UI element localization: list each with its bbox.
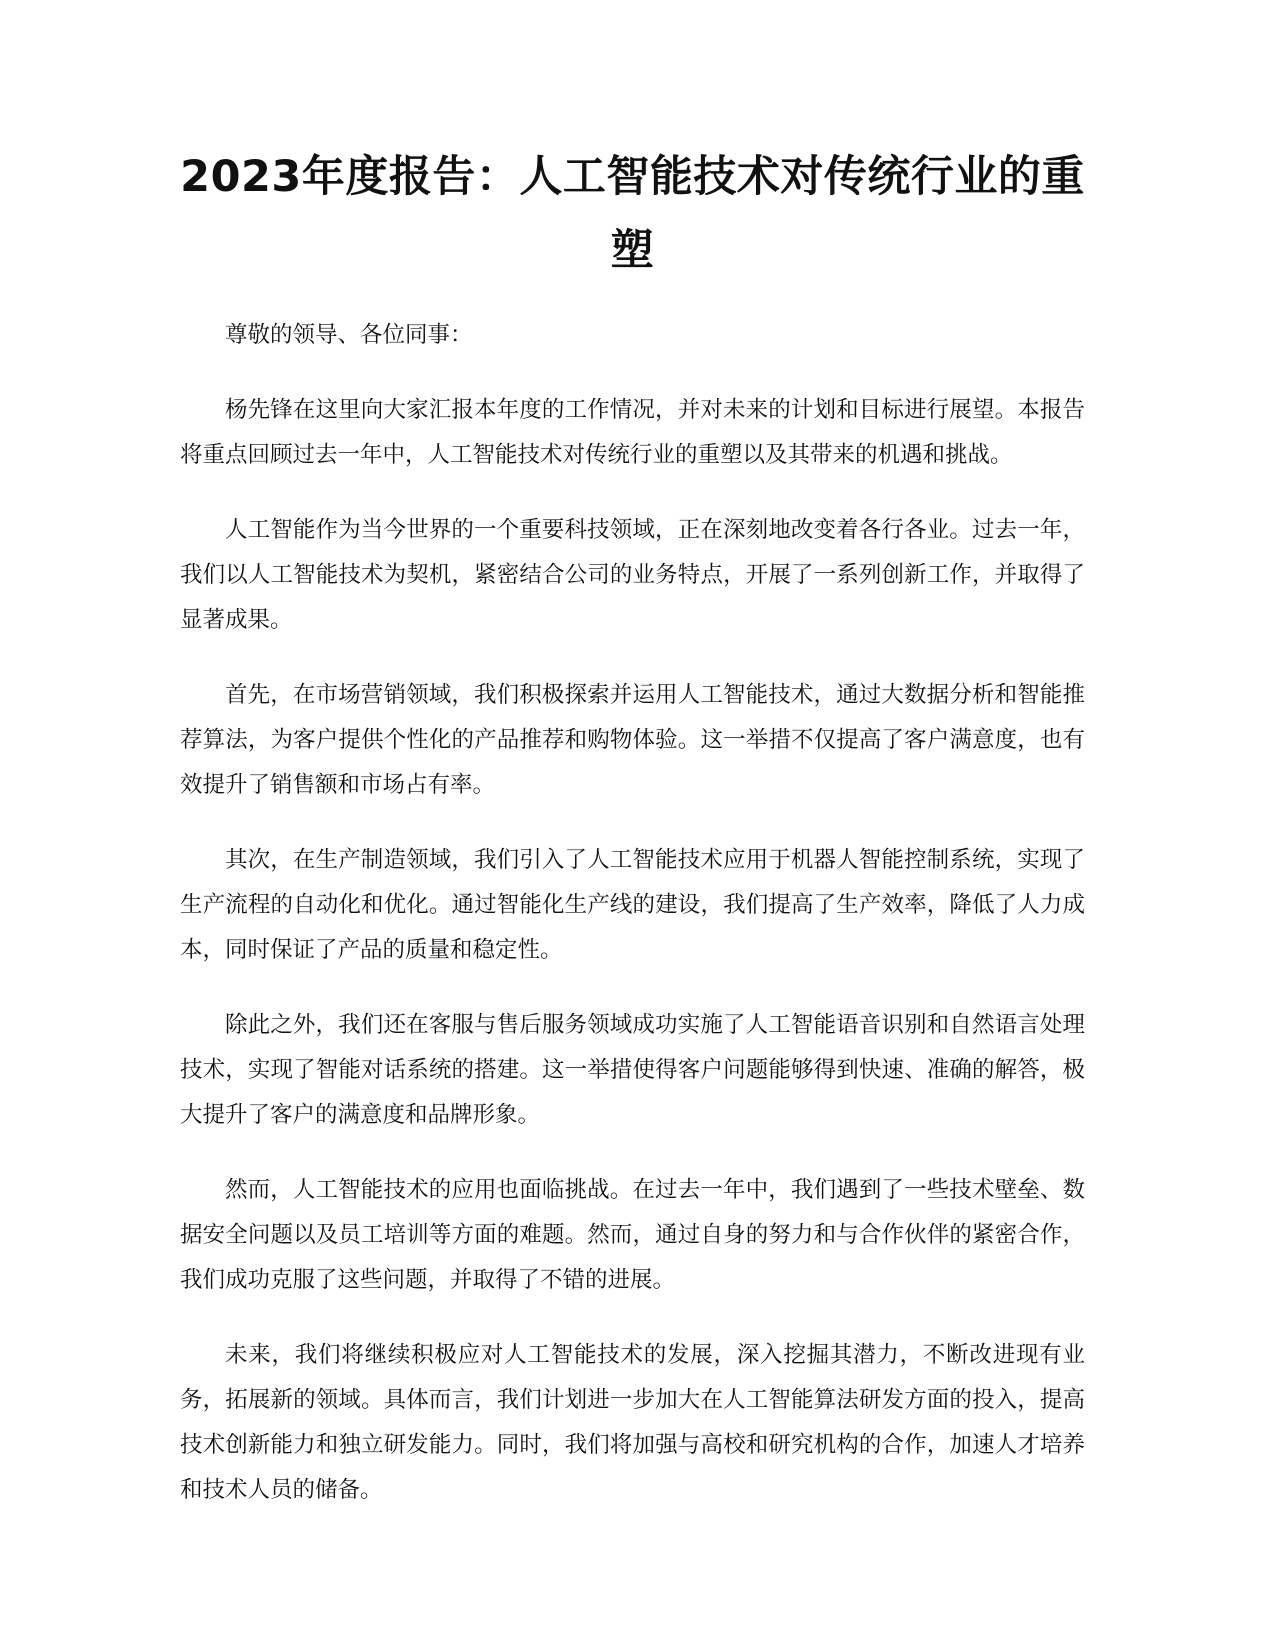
paragraph-1: 杨先锋在这里向大家汇报本年度的工作情况，并对未来的计划和目标进行展望。本报告将重点回顾过去一年中，人工智能技术对传统行业的重塑以及其带来的机遇和挑战。 (180, 397, 1085, 468)
salutation: 尊敬的领导、各位同事： (225, 322, 473, 348)
paragraph-6: 然而，人工智能技术的应用也面临挑战。在过去一年中，我们遇到了一些技术壁垒、数据安全问题以及员工培训等方面的难题。然而，通过自身的努力和与合作伙伴的紧密合作，我们成功克服了这些问题，并取得了不错的进展。 (180, 1177, 1085, 1293)
paragraph-4: 其次，在生产制造领域，我们引入了人工智能技术应用于机器人智能控制系统，实现了生产流程的自动化和优化。通过智能化生产线的建设，我们提高了生产效率，降低了人力成本，同时保证了产品的质量和稳定性。 (180, 847, 1085, 963)
document-body (180, 313, 1085, 1543)
document-title: 2023年度报告：人工智能技术对传统行业的重塑 (180, 152, 1085, 276)
paragraph-7: 未来，我们将继续积极应对人工智能技术的发展，深入挖掘其潜力，不断改进现有业务，拓展新的领域。具体而言，我们计划进一步加大在人工智能算法研发方面的投入，提高技术创新能力和独立研发能力。同时，我们将加强与高校和研究机构的合作，加速人才培养和技术人员的储备。 (180, 1342, 1085, 1503)
paragraph-3: 首先，在市场营销领域，我们积极探索并运用人工智能技术，通过大数据分析和智能推荐算法，为客户提供个性化的产品推荐和购物体验。这一举措不仅提高了客户满意度，也有效提升了销售额和市场占有率。 (180, 682, 1085, 798)
paragraph-5: 除此之外，我们还在客服与售后服务领域成功实施了人工智能语音识别和自然语言处理技术，实现了智能对话系统的搭建。这一举措使得客户问题能够得到快速、准确的解答，极大提升了客户的满意度和品牌形象。 (180, 1012, 1085, 1128)
paragraph-2: 人工智能作为当今世界的一个重要科技领域，正在深刻地改变着各行各业。过去一年，我们以人工智能技术为契机，紧密结合公司的业务特点，开展了一系列创新工作，并取得了显著成果。 (180, 517, 1085, 633)
